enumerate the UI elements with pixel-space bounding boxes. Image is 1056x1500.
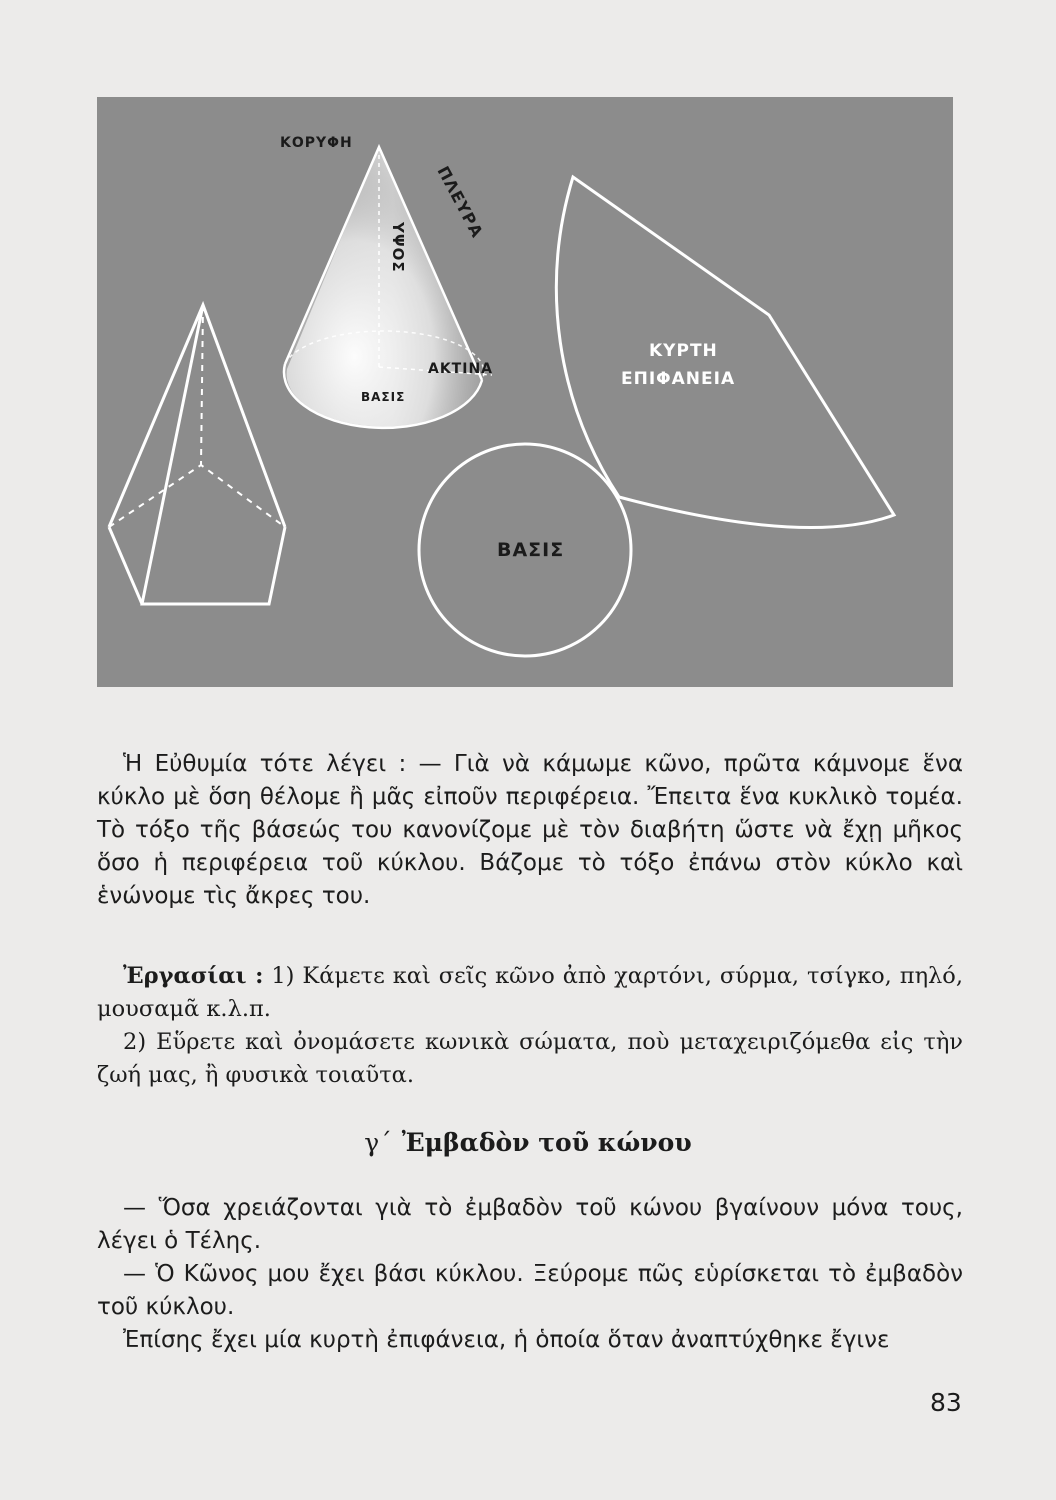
curved-surface-label-1: ΚΥΡΤΗ bbox=[649, 341, 718, 361]
body-paragraph-3: Ἐπίσης ἔχει μία κυρτὴ ἐπιφάνεια, ἡ ὁποία ὅταν ἀναπτύχθηκε ἔγινε bbox=[123, 1327, 890, 1353]
figure-drawing bbox=[97, 97, 953, 687]
pyramid-shape bbox=[109, 305, 285, 604]
section-heading-prefix: γ΄ bbox=[364, 1128, 392, 1157]
radius-label: ΑΚΤΙΝΑ bbox=[428, 361, 493, 377]
section-heading-title: Ἐμβαδὸν τοῦ κώνου bbox=[401, 1128, 692, 1157]
exercise-item-1 bbox=[97, 960, 963, 1026]
body-paragraph-1: — Ὅσα χρειάζονται γιὰ τὸ ἐμβαδὸν τοῦ κώνου βγαίνουν μόνα τους, λέγει ὁ Τέλης. bbox=[97, 1195, 963, 1254]
intro-paragraph: Ἡ Εὐθυμία τότε λέγει : — Γιὰ νὰ κάμωμε κῶνο, πρῶτα κάμνομε ἕνα κύκλο μὲ ὅση θέλομε ἢ μᾶς εἰποῦν περιφέρεια. Ἔπειτα ἕνα κυκλικὸ τομέα. Τὸ τόξο τῆς βάσεώς του κανονίζομε μὲ τὸν διαβήτη ὥστε νὰ ἔχῃ μῆκος ὅσο ἡ περιφέρεια τοῦ κύκλου. Βάζομε τὸ τόξο ἐπάνω στὸν κύκλο καὶ ἑνώνομε τὶς ἄκρες του. bbox=[97, 751, 963, 909]
height-label: ΥΨΟΣ bbox=[389, 222, 407, 273]
intro-section bbox=[97, 748, 963, 913]
curved-surface-label-2: ΕΠΙΦΑΝΕΙΑ bbox=[621, 369, 736, 389]
exercises-section bbox=[97, 960, 963, 1092]
exercises-label: Ἐργασίαι : bbox=[123, 963, 264, 989]
circle-base-label: ΒΑΣΙΣ bbox=[497, 539, 565, 561]
exercise-item-2: 2) Εὕρετε καὶ ὀνομάσετε κωνικὰ σώματα, ποὺ μεταχειριζόμεθα εἰς τὴν ζωή μας, ἢ φυσικὰ τοιαῦτα. bbox=[97, 1029, 963, 1088]
exercise-text-1: 1) Κάμετε καὶ σεῖς κῶνο ἀπὸ χαρτόνι, σύρμα, τσίγκο, πηλό, μουσαμᾶ κ.λ.π. bbox=[97, 963, 964, 1022]
side-label: ΠΛΕΥΡΑ bbox=[433, 162, 488, 242]
body-paragraph-2: — Ὁ Κῶνος μου ἔχει βάσι κύκλου. Ξεύρομε πῶς εὑρίσκεται τὸ ἐμβαδὸν τοῦ κύκλου. bbox=[97, 1261, 963, 1320]
page-number: 83 bbox=[930, 1388, 962, 1417]
section-heading bbox=[0, 1128, 1056, 1157]
cone-figure bbox=[97, 97, 953, 687]
apex-label: ΚΟΡΥΦΗ bbox=[280, 135, 353, 151]
cone-base-label: ΒΑΣΙΣ bbox=[361, 390, 406, 404]
body-section bbox=[97, 1192, 963, 1357]
curved-surface-sector bbox=[556, 177, 894, 527]
